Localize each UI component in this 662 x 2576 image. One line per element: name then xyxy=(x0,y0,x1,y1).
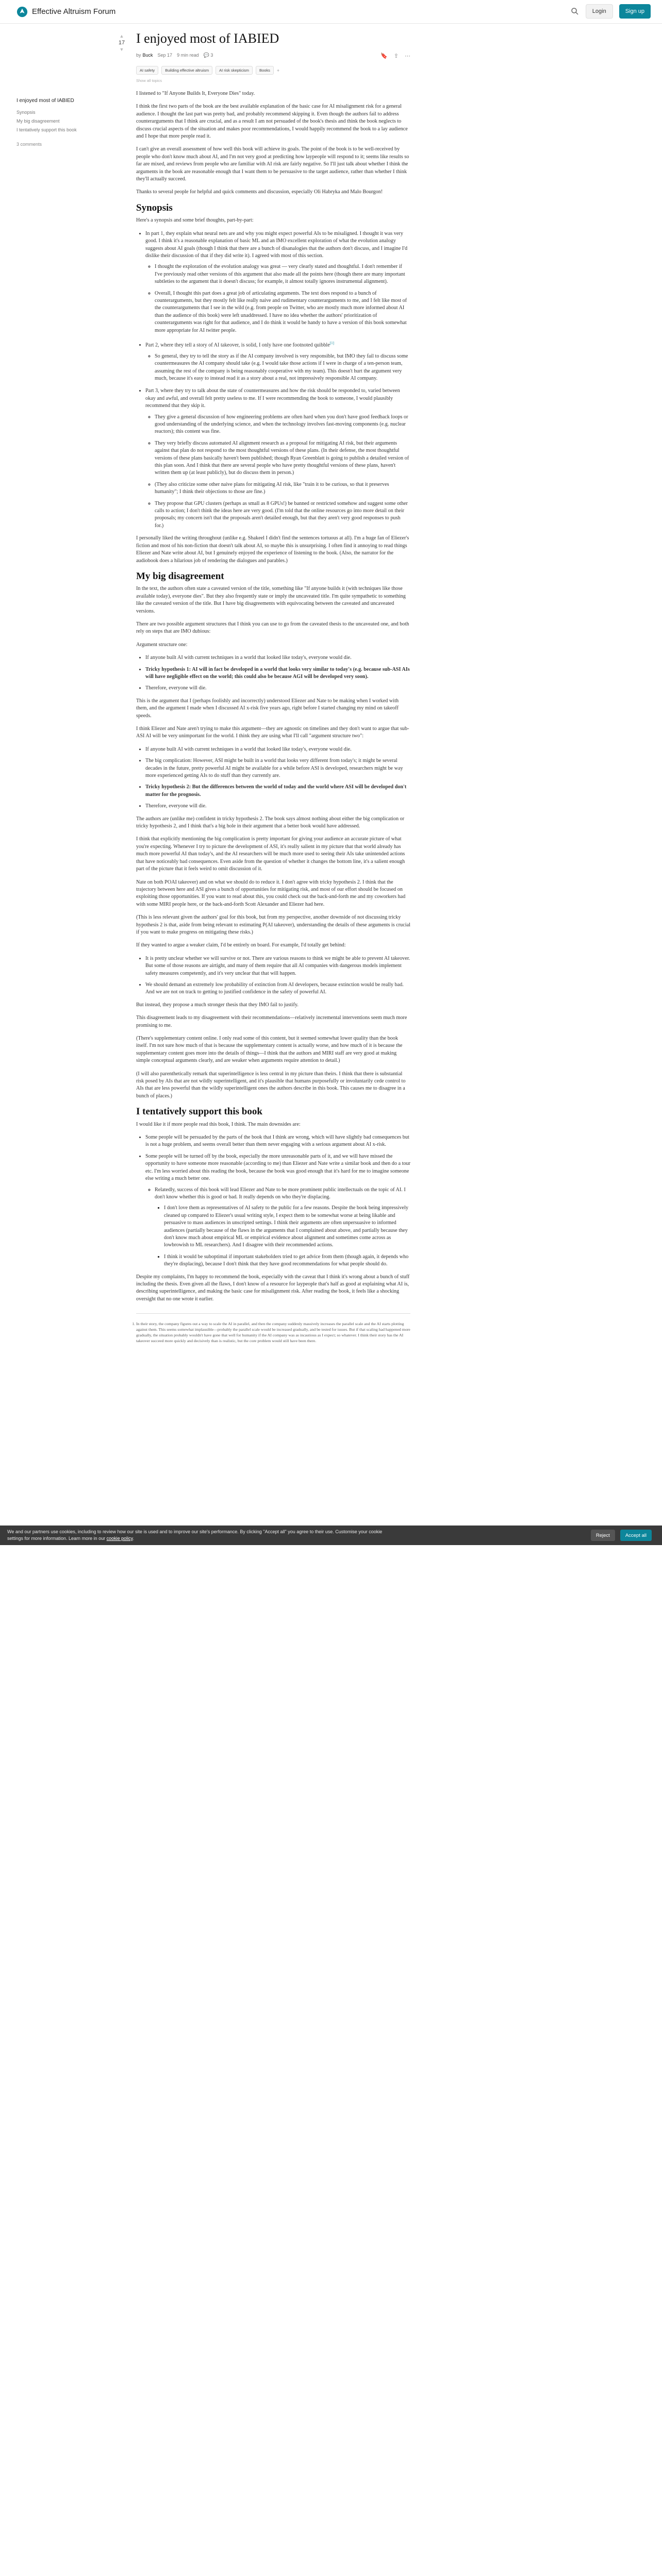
list-item: • Part 2, where they tell a story of AI takeover, is solid, I only have one footnoted quibble[1] ◦ So general, they try to tell the story as if the AI company involved is very responsible, but IMO they fail to discuss some countermeasures the AI company should take (e.g. I would take those actions if I were in charge of a ten-person team, assuming the rest of the company is being reasonably cooperative with my team). This doesn't hurt the argument very much, because it's easy to instead read it as a story about a real, not impressively responsible AI company. xyxy=(145,340,410,382)
read-time: 9 min read xyxy=(177,53,199,58)
paragraph: Argument structure one: xyxy=(136,641,188,648)
list-item: ▪ I think it would be suboptimal if important stakeholders tried to get advice from them (though again, it depends who they're displacing), because I don't think that they have good recommendations for what people should do. xyxy=(164,1253,410,1268)
table-of-contents xyxy=(16,98,120,147)
footnote-item: 1. In their story, the company figures out a way to scale the AI in parallel, and then the company suddenly massively increases the parallel scale and the AI starts plotting against them. This seems somewhat implausible—probably the parallel scale would be increased gradually, and be tested for issues. But if that scaling had happened more gradually, the situation probably wouldn't have gone that well for humanity if the AI company was as incautious as I expect; so whatever. I think their story has the AI takeover succeed more quickly and decisively than is realistic, but the core problem would still have been there. xyxy=(136,1321,410,1344)
support-list xyxy=(145,1134,410,1268)
paragraph: (This is less relevant given the authors' goal for this book, but from my perspective, another downside of not discussing tricky hypothesis 2 is that, aside from being relevant to estimating P(AI takeover), understanding the details of these arguments is crucial if you want to make progress on mitigating these risks.) xyxy=(136,914,410,935)
tag-ai-safety[interactable]: AI safety xyxy=(136,66,158,75)
toc-item-synopsis[interactable]: Synopsis xyxy=(16,110,36,115)
paragraph: (I will also parenthetically remark that superintelligence is less central in my picture than theirs. I think that there is substantial risk posed by AIs that are not wildly superintelligent, and it's plausible that humans purposefully or involuntarily cede control to AIs that are less powerful than the wildly superintelligent ones the authors describe in this book. This causes me to disagree in a bunch of places.) xyxy=(136,1071,406,1099)
post-title: I enjoyed most of IABIED xyxy=(136,31,279,46)
more-options-icon[interactable]: ⋯ xyxy=(405,53,410,59)
search-icon[interactable] xyxy=(570,7,580,16)
heading-support: I tentatively support this book xyxy=(136,1106,262,1117)
paragraph: I would like it if more people read this book, I think. The main downsides are: xyxy=(136,1121,301,1127)
paragraph: In the text, the authors often state a caveated version of the title, something like "If anyone builds it (with techniques like those available today), everyone dies". But they also frequently state or imply the uncaveated title. I'm quite sympathetic to something like the caveated version of the title. But I have big disagreements with equivocating between the caveated and uncaveated versions. xyxy=(136,586,406,614)
list-item: • The big complication: However, ASI might be built in a world that looks very different from today's; it might be several decades in the future, pretty powerful AI might be available for a while before ASI is developed, researchers might be way more experienced getting AIs to do stuff than they currently are. xyxy=(145,757,410,779)
weaker-claims-list xyxy=(145,955,410,996)
list-item: • We should demand an extremely low probability of extinction from AI developers, because extinction would be really bad. And we are not on track to getting to justified confidence in the safety of powerful AI. xyxy=(145,981,410,996)
tag-building-ea[interactable]: Building effective altruism xyxy=(161,66,212,75)
paragraph: This is the argument that I (perhaps foolishly and incorrectly) understood Eliezer and Nate to be making when I worked with them, and the argument I made when I discussed AI x-risk five years ago, right before I started changing my mind on takeoff speeds. xyxy=(136,698,399,719)
list-item: ◦ They very briefly discuss automated AI alignment research as a proposal for mitigating AI risk, but their arguments against that plan do not respond to the most thoughtful versions of these plans. (In their defense, the most thoughtful versions of these plans basically haven't been published; though Ryan Greenblatt is going to publish a detailed version of this plan soon. And I think that there are several people who have pretty thoughtful versions of these plans, haven't written them up (at least publicly), but do discuss them in person.) xyxy=(155,440,410,477)
paragraph: (There's supplementary content online. I only read some of this content, but it seemed somewhat lower quality than the book itself. I'm not sure how much of that is because the supplementary content is actually worse, and how much of it is because the supplementary content goes more into the details of things—I think that the authors and MIRI staff are very good at making simple conceptual arguments clearly, and are weaker when arguments require attention to detail.) xyxy=(136,1036,403,1064)
paragraph: Here's a synopsis and some brief thoughts, part-by-part: xyxy=(136,217,254,224)
footnotes xyxy=(136,1313,410,1344)
login-button[interactable]: Login xyxy=(586,4,613,19)
reject-cookies-button[interactable]: Reject xyxy=(591,1530,615,1541)
list-item: • Part 3, where they try to talk about the state of countermeasures and how the risk should be responded to, varied between okay and awful, and overall felt pretty useless to me. If I were recommending the book to someone, I would plausibly recommend that they skip it. ◦ They give a general discussion of how engineering problems are often hard when you don't have good feedback loops or good understanding of the underlying science, and when the technology involves fast-moving components (e.g. nuclear reactors); this content was fine. ◦ They very briefly discuss automated AI alignment research as a proposal for mitigating AI risk, but their arguments against that plan do not respond to the most thoughtful versions of these plans. (In their defense, the most thoughtful versions of these plans basically haven't been published; though Ryan Greenblatt is going to publish a detailed version of this plan soon. And I think that there are several people who have pretty thoughtful versions of these plans, haven't written them up (at least publicly), but do discuss them in person.) ◦ (They also criticize some other naive plans for mitigating AI risk, like "train it to be curious, so that it preserves humanity"; I think their objections to those are fine.) ◦ They propose that GPU clusters (perhaps as small as 8 GPUs!) be banned or restricted somehow and suggest some other calls to action; I don't think the ideas here are very good. (I'm told that the online resources go into more detail on their proposals; my concern isn't that the proposals aren't detailed enough, but that they aren't very good responses to push for.) xyxy=(145,387,410,530)
paragraph: The authors are (unlike me) confident in tricky hypothesis 2. The book says almost nothing about either the big complication or tricky hypothesis 2, and I think that's a big hole in their argument that a better book would have addressed. xyxy=(136,816,405,829)
list-item: ◦ They give a general discussion of how engineering problems are often hard when you don't have good feedback loops or good understanding of the underlying science, and when the technology involves fast-moving components (e.g. nuclear reactors); this content was fine. xyxy=(155,414,410,436)
vote-widget xyxy=(115,33,128,53)
toc-item-comments[interactable]: 3 comments xyxy=(16,142,42,147)
cookie-banner xyxy=(0,1526,662,1545)
paragraph: I think Eliezer and Nate aren't trying to make this argument—they are agnostic on timelines and they don't want to argue that sub-ASI AI will be very unimportant for the world. I think they are using what I'll call "argument structure two": xyxy=(136,726,409,739)
list-item: ◦ Overall, I thought this part does a great job of articulating arguments. The text does respond to a bunch of counterarguments, but they mostly felt like really naive and rudimentary counterarguments to me, and I felt like most of the counterarguments that I see in the wild (e.g. from people on Twitter, who are mostly much more informed about AI than the audience of this book) were left unaddressed. I have no idea whether the authors' prioritization of counterarguments was right for that audience, and I do think it would be handy to have a version of this book somewhat more appropriate for AI twitter people. xyxy=(155,290,410,334)
list-item: ◦ They propose that GPU clusters (perhaps as small as 8 GPUs!) be banned or restricted somehow and suggest some other calls to action; I don't think the ideas here are very good. (I'm told that the online resources go into more detail on their proposals; my concern isn't that the proposals aren't detailed enough, but that they aren't very good responses to push for.) xyxy=(155,500,410,530)
heading-synopsis: Synopsis xyxy=(136,202,173,213)
accept-cookies-button[interactable]: Accept all xyxy=(620,1530,652,1541)
cookie-policy-link[interactable]: cookie policy xyxy=(106,1536,133,1541)
site-name[interactable]: Effective Altruism Forum xyxy=(32,7,116,16)
forum-logo-icon xyxy=(16,6,28,18)
add-tag-icon[interactable]: + xyxy=(276,67,280,73)
paragraph: Nate on both POAI takeover) and on what we should do to reduce it. I don't agree with tricky hypothesis 2. I think that the trajectory between here and ASI gives a bunch of opportunities for mitigating risk, and most of our effort should be focused on exploiting those opportunities. If you want to read about this, you could check out the back-and-forth me and my coworkers had with some MIRI people here, or the back-and-forth Scott Alexander and Eliezer had here. xyxy=(136,879,406,907)
paragraph: There are two possible argument structures that I think you can use to go from the caveated thesis to the uncaveated one, and both rely on steps that are IMO dubious: xyxy=(136,621,409,635)
paragraph: If they wanted to argue a weaker claim, I'd be entirely on board. For example, I'd totally get behind: xyxy=(136,942,346,948)
cookie-text: We and our partners use cookies, including to review how our site is used and to improve our site's performance. By clicking "Accept all" you agree to their use. Customise your cookie settings for more information. Learn more in our cookie policy. xyxy=(7,1529,383,1541)
paragraph: I listened to "If Anyone Builds It, Everyone Dies" today. xyxy=(136,91,255,96)
upvote-icon[interactable]: ▲ xyxy=(119,33,124,39)
list-item: • Therefore, everyone will die. xyxy=(145,685,410,692)
by-label: by xyxy=(136,53,141,58)
heading-big-disagreement: My big disagreement xyxy=(136,570,224,582)
toc-item-big-disagreement[interactable]: My big disagreement xyxy=(16,118,60,124)
post-body xyxy=(136,90,410,1344)
comment-count[interactable]: 💬 3 xyxy=(203,52,213,58)
paragraph: This disagreement leads to my disagreement with their recommendations—relatively incremental interventions seem much more promising to me. xyxy=(136,1015,407,1028)
post-actions xyxy=(380,53,410,59)
list-item: ◦ I thought the exploration of the evolution analogy was great — very clearly stated and thoughtful. I don't remember if I've previously read other versions of this argument that also made all the points here (though there are many important subtleties to the argument that it doesn't discuss; for example, it almost totally ignores instrumental alignment). xyxy=(155,263,410,285)
downvote-icon[interactable]: ▼ xyxy=(119,47,124,52)
show-all-topics-link[interactable]: Show all topics xyxy=(136,78,162,83)
list-item: ▪ I don't love them as representatives of AI safety to the public for a few reasons. Despite the book being impressively cleaned up compared to Eliezer's usual writing style, I expect them to be somewhat worse at being likable and persuasive to mass audiences in unscripted settings. I think their arguments are often unpersuasive to informed audiences (partially because of the flaws in the arguments that I complained about above, and partially because they don't know much about empirical ML or empirical evidence about alignment and sometimes come across as lowbrowish to ML researchers). And I disagree with their recommended actions. xyxy=(164,1205,410,1249)
list-item: • Tricky hypothesis 2: But the differences between the world of today and the world where ASI will be developed don't matter for the prognosis. xyxy=(145,784,410,799)
post-author[interactable]: Buck xyxy=(142,53,153,58)
paragraph: Thanks to several people for helpful and quick comments and discussion, especially Oli Habryka and Malo Bourgon! xyxy=(136,189,383,195)
list-item: • If anyone built AI with current techniques in a world that looked like today's, everyone would die. xyxy=(145,654,410,662)
paragraph: I think that explicitly mentioning the big complication is pretty important for giving your audience an accurate picture of what you're expecting. Whenever I try to picture the development of ASI, it's really salient in my picture that that world already has much more powerful AI than today's, and the AI researchers will be much more used to seeing their AIs take unintended actions that have noticeably bad consequences. Even aside from the question of whether it changes the bottom line, it's a salient enough part of the picture that it feels weird to omit discussion of it. xyxy=(136,836,405,872)
synopsis-list xyxy=(145,230,410,530)
signup-button[interactable]: Sign up xyxy=(619,4,651,19)
argument-list-two xyxy=(145,746,410,810)
list-item: • If anyone built AI with current techniques in a world that looked like today's, everyone would die. xyxy=(145,746,410,753)
paragraph: But instead, they propose a much stronger thesis that they IMO fail to justify. xyxy=(136,1002,299,1008)
post-article xyxy=(136,30,410,1347)
list-item: • Therefore, everyone will die. xyxy=(145,803,410,810)
toc-item-support[interactable]: I tentatively support this book xyxy=(16,127,77,132)
list-item: ◦ So general, they try to tell the story as if the AI company involved is very responsible, but IMO they fail to discuss some countermeasures the AI company should take (e.g. I would take those actions if I were in charge of a ten-person team, assuming the rest of the company is being reasonably cooperative with my team). This doesn't hurt the argument very much, because it's easy to instead read it as a story about a real, not impressively responsible AI company. xyxy=(155,353,410,383)
top-navbar xyxy=(0,0,662,24)
tag-books[interactable]: Books xyxy=(256,66,274,75)
share-icon[interactable]: ⇪ xyxy=(393,53,399,59)
paragraph: I personally liked the writing throughout (unlike e.g. Shakeel I didn't find the sentences tortuous at all). I'm a huge fan of Eliezer's fiction and most of his non-fiction that doesn't talk about AI, so maybe this is unsurprising. I often find it annoying to read things Eliezer and Nate write about AI, but I genuinely enjoyed the experience of listening to the book. (Also, the narrator for the audiobook does a hilarious job of rendering the dialogues and parables.) xyxy=(136,535,409,564)
toc-title[interactable]: I enjoyed most of IABIED xyxy=(16,98,74,104)
paragraph: Despite my complaints, I'm happy to recommend the book, especially with the caveat that I think it's wrong about a bunch of stuff including the thesis. Even given all the flaws, I don't know of a resource for laypeople that's half as good at explaining what AI is, describing superintelligence, and making the basic case for misalignment risk. After reading the book, it feels like a shocking oversight that no one wrote it earlier. xyxy=(136,1274,410,1302)
list-item: ◦ (They also criticize some other naive plans for mitigating AI risk, like "train it to be curious, so that it preserves humanity"; I think their objections to those are fine.) xyxy=(155,481,410,496)
paragraph: I think the first two parts of the book are the best available explanation of the basic case for AI misalignment risk for a general audience. I thought the last part was pretty bad, and probably recommend skipping it. Even though the authors fail to address counterarguments that I think are crucial, and as a result I am not persuaded of the book's thesis and think the book neglects to discuss crucial aspects of the situation and makes poor recommendations, I would happily recommend the book to a lay audience and I hope that more people read it. xyxy=(136,104,408,140)
list-item: • Some people will be turned off by the book, especially the more unreasonable parts of it, and we will have missed the opportunity to have someone more reasonable (according to me) than Eliezer and Nate write a similar book and then do a tour etc. I'm less worried about this reading the book, because the book was good enough that it's hard for me to imagine someone else writing a much better one. ◦ Relatedly, success of this book will lead Eliezer and Nate to be more prominent public intellectuals on the topic of AI. I don't know whether this is good or bad. It really depends on who they're displacing. ▪ I don't love them as representatives of AI safety to the public for a few reasons. Despite the book being impressively cleaned up compared to Eliezer's usual writing style, I expect them to be somewhat worse at being likable and persuasive to mass audiences in unscripted settings. I think their arguments are often unpersuasive to informed audiences (partially because of the flaws in the arguments that I complained about above, and partially because they don't know much about empirical ML or empirical evidence about alignment and sometimes come across as lowbrowish to ML researchers). And I disagree with their recommended actions. ▪ I think it would be suboptimal if important stakeholders tried to get advice from them (though again, it depends who they're displacing), because I don't think that they have good recommendations for what people should do. xyxy=(145,1153,410,1268)
site-logo[interactable] xyxy=(16,6,115,18)
paragraph: I can't give an overall assessment of how well this book will achieve its goals. The point of the book is to be well-received by people who don't know much about AI, and I'm not very good at predicting how laypeople will respond to it; seems like results so far are mixed, and reviews from people who are familiar with AI risk are fairly negative. So I'll just talk about whether I think the arguments in the book are reasonable enough that I want them to be persuasive to the target audience, rather than whether I think they'll actually succeed. xyxy=(136,146,409,182)
vote-score: 17 xyxy=(118,40,125,46)
list-item: • In part 1, they explain what neural nets are and why you might expect powerful AIs to be misaligned. I thought it was very good. I think it's a reasonable explanation of basic ML and an IMO excellent exploration of what the evolution analogy suggests about AI goals (though I think that there are a bunch of disanalogies that the authors don't discuss, and I imagine I'd dislike their discussion of that if they did write it). I agreed with most of this section. ◦ I thought the exploration of the evolution analogy was great — very clearly stated and thoughtful. I don't remember if I've previously read other versions of this argument that also made all the points here (though there are many important subtleties to the argument that it doesn't discuss; for example, it almost totally ignores instrumental alignment). ◦ Overall, I thought this part does a great job of articulating arguments. The text does respond to a bunch of counterarguments, but they mostly felt like really naive and rudimentary counterarguments to me, and I felt like most of the counterarguments that I see in the wild (e.g. from people on Twitter, who are mostly much more informed about AI than the audience of this book) were left unaddressed. I have no idea whether the authors' prioritization of counterarguments was right for that audience, and I do think it would be handy to have a version of this book somewhat more appropriate for AI twitter people. xyxy=(145,230,410,334)
list-item: • It is pretty unclear whether we will survive or not. There are various reasons to think we might be able to prevent AI takeover. But some of those reasons are airtight, and many of them require that all AI companies with dangerous models implement safety measures competently, and it's very unclear that that will happen. xyxy=(145,955,410,977)
list-item: • Tricky hypothesis 1: AI will in fact be developed in a world that looks very similar to today's (e.g. because sub-ASI AIs will have negligible effect on the world; this could also be because AGI will be developed very soon). xyxy=(145,666,410,681)
tag-ai-risk-skepticism[interactable]: AI risk skepticism xyxy=(216,66,253,75)
list-item: ◦ Relatedly, success of this book will lead Eliezer and Nate to be more prominent public intellectuals on the topic of AI. I don't know whether this is good or bad. It really depends on who they're displacing. ▪ I don't love them as representatives of AI safety to the public for a few reasons. Despite the book being impressively cleaned up compared to Eliezer's usual writing style, I expect them to be somewhat worse at being likable and persuasive to mass audiences in unscripted settings. I think their arguments are often unpersuasive to informed audiences (partially because of the flaws in the arguments that I complained about above, and partially because they don't know much about empirical ML or empirical evidence about alignment and sometimes come across as lowbrowish to ML researchers). And I disagree with their recommended actions. ▪ I think it would be suboptimal if important stakeholders tried to get advice from them (though again, it depends who they're displacing), because I don't think that they have good recommendations for what people should do. xyxy=(155,1187,410,1268)
footnote-ref[interactable]: [1] xyxy=(329,341,334,345)
argument-list-one xyxy=(145,654,410,692)
bookmark-icon[interactable]: 🔖 xyxy=(380,53,388,59)
post-meta xyxy=(136,52,410,59)
list-item: • Some people will be persuaded by the parts of the book that I think are wrong, which will have slightly bad consequences but is not a huge problem, and seems overall better than them never engaging with a serious argument about AI x-risk. xyxy=(145,1134,410,1149)
tag-list xyxy=(136,66,410,75)
post-date: Sep 17 xyxy=(157,53,173,58)
